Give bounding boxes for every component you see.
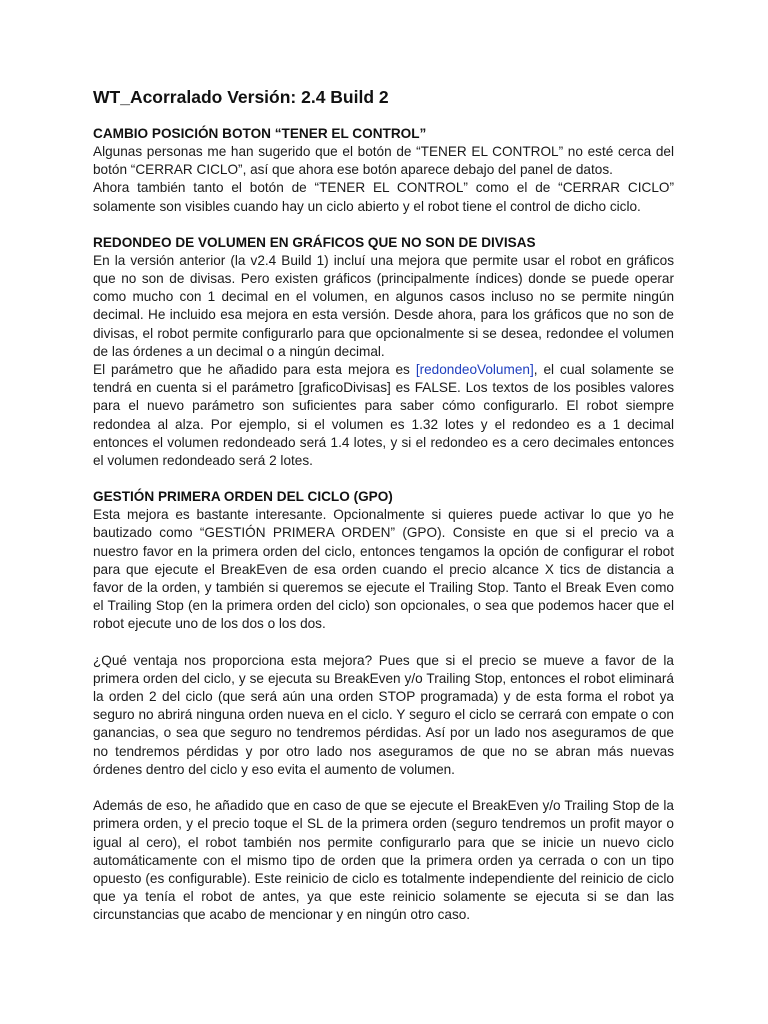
paragraph: Esta mejora es bastante interesante. Opcionalmente si quieres puede activar lo que yo he bautizado como “GESTIÓN PRIMERA ORDEN” (GPO). Consiste en que si el precio va a nuestro favor en la primera orden del ciclo, entonces tengamos la opción de configurar el robot para que ejecute el BreakEven de esa orden cuando el precio alcance X tics de distancia a favor de la orden, y también si queremos se ejecute el Trailing Stop. Tanto el Break Even como el Trailing Stop (en la primera orden del ciclo) son opcionales, o sea que podemos hacer que el robot ejecute uno de los dos o los dos. — [93, 507, 674, 632]
parameter-link[interactable]: [redondeoVolumen] — [415, 362, 534, 378]
section-heading: REDONDEO DE VOLUMEN EN GRÁFICOS QUE NO SON DE DIVISAS — [93, 234, 536, 250]
section-button-position — [93, 125, 674, 216]
parameter-paragraph — [93, 361, 674, 470]
paragraph: Ahora también tanto el botón de “TENER EL CONTROL” como el de “CERRAR CICLO” solamente son visibles cuando hay un ciclo abierto y el robot tiene el control de dicho ciclo. — [93, 180, 674, 214]
paragraph: Además de eso, he añadido que en caso de que se ejecute el BreakEven y/o Trailing Stop de la primera orden, y el precio toque el SL de la primera orden (seguro tendremos un profit mayor o igual al cero), el robot también nos permite configurarlo para que se inicie un nuevo ciclo automáticamente con el mismo tipo de orden que la primera orden ya cerrada o con un tipo opuesto (es configurable). Este reinicio de ciclo es totalmente independiente del reinicio de ciclo que ya tenía el robot de antes, ya que este reinicio solamente se ejecuta si se dan las circunstancias que acabo de mencionar y en ningún otro caso. — [93, 798, 674, 923]
paragraph: En la versión anterior (la v2.4 Build 1) incluí una mejora que permite usar el robot en gráficos que no son de divisas. Pero existen gráficos (principalmente índices) donde se puede operar como mucho con 1 decimal en el volumen, en algunos casos incluso no se permite ningún decimal. He incluido esa mejora en esta versión. Desde ahora, para los gráficos que no son de divisas, el robot permite configurarlo para que opcionalmente si se desea, redondee el volumen de las órdenes a un decimal o a ningún decimal. — [93, 252, 674, 359]
document-title: WT_Acorralado Versión: 2.4 Build 2 — [93, 87, 389, 107]
document-page — [93, 86, 674, 943]
paragraph-text: , el cual solamente se tendrá en cuenta si el parámetro [graficoDivisas] es FALSE. Los textos de los posibles valores para el nuevo parámetro son suficientes para saber cómo configurarlo. El robot siempre redondea al alza. Por ejemplo, si el volumen es 1.32 lotes y el redondeo es a 1 decimal entonces el volumen redondeado será 1.4 lotes, y si el redondeo es a cero decimales entonces el volumen redondeado será 2 lotes. — [93, 362, 674, 469]
section-heading: CAMBIO POSICIÓN BOTON “TENER EL CONTROL” — [93, 126, 427, 141]
paragraph-text: El parámetro que he añadido para esta mejora es — [93, 362, 416, 378]
section-gpo — [93, 488, 674, 924]
paragraph: ¿Qué ventaja nos proporciona esta mejora? Pues que si el precio se mueve a favor de la primera orden del ciclo, y se ejecuta su BreakEven y/o Trailing Stop, entonces el robot eliminará la orden 2 del ciclo (que será aún una orden STOP programada) y de esta forma el robot ya seguro no abrirá ninguna orden nueva en el ciclo. Y seguro el ciclo se cerrará con empate o con ganancias, o sea que seguro no tendremos pérdidas. Así por un lado nos aseguramos de que no tendremos pérdidas y por otro lado nos aseguramos de que no se abran más nuevas órdenes dentro del ciclo y eso evita el aumento de volumen. — [93, 652, 674, 777]
section-volume-rounding — [93, 234, 674, 470]
section-heading: GESTIÓN PRIMERA ORDEN DEL CICLO (GPO) — [93, 489, 393, 505]
paragraph: Algunas personas me han sugerido que el botón de “TENER EL CONTROL” no esté cerca del botón “CERRAR CICLO”, así que ahora ese botón aparece debajo del panel de datos. — [93, 144, 674, 178]
